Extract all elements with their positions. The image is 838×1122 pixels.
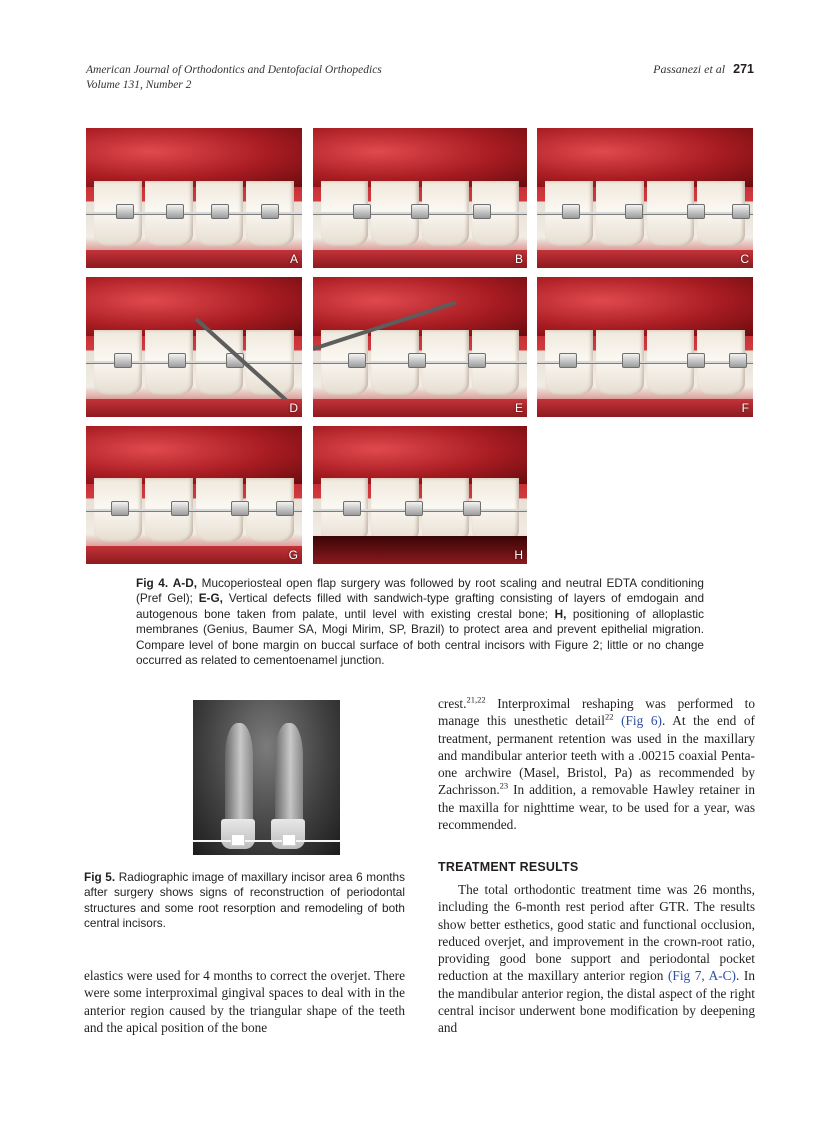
fig4-panel-e bbox=[313, 277, 527, 417]
fig5-caption bbox=[84, 870, 405, 931]
panel-label-f: F bbox=[741, 401, 749, 415]
fig4-caption-h-text: positioning of alloplastic membranes (Genius, Baumer SA, Mogi Mirim, SP, Brazil) to protect area and prevent epithelial migration. Compare level of bone margin on buccal surface of both central incisors with Figure 2; little or no change occurred as related to cementoenamel junction. bbox=[136, 606, 704, 668]
fig5-caption-label: Fig 5. bbox=[84, 870, 116, 884]
text-run: . At the end of treatment, permanent retention was used in the maxillary and mandibular anterior teeth with a .00215 coaxial Penta-one archwire (Masel, Bristol, Pa) as recommended by Zachrisson. bbox=[438, 713, 755, 798]
fig4-caption bbox=[136, 576, 704, 668]
fig4-caption-eg-label: E-G, bbox=[198, 591, 223, 606]
right-column-paragraph-2 bbox=[438, 881, 755, 1037]
running-header-journal bbox=[86, 63, 382, 92]
panel-label-d: D bbox=[289, 401, 298, 415]
fig4-panel-f bbox=[537, 277, 753, 417]
panel-label-a: A bbox=[289, 252, 298, 266]
panel-label-b: B bbox=[514, 252, 523, 266]
fig4-caption-h-label: H, bbox=[554, 606, 567, 621]
fig4-panel-b bbox=[313, 128, 527, 268]
figure-6-link[interactable]: (Fig 6) bbox=[621, 713, 662, 729]
journal-volume: Volume 131, Number 2 bbox=[86, 78, 192, 91]
fig4-caption-ad-label: A-D, bbox=[172, 576, 198, 590]
text-run: . In the mandibular anterior region, the distal aspect of the right central incisor underwent bone modification by deepening and bbox=[438, 968, 755, 1036]
fig4-panel-c bbox=[537, 128, 753, 268]
fig4-caption-ad-text: Mucoperiosteal open flap surgery was followed by root scaling and neutral EDTA conditioning (Pref Gel); bbox=[136, 576, 704, 606]
fig4-caption-eg-text: Vertical defects filled with sandwich-type grafting consisting of layers of emdogain and autogenous bone taken from palate, until level with existing crestal bone; bbox=[136, 591, 705, 621]
page-number: 271 bbox=[733, 62, 754, 76]
right-column-paragraph-1 bbox=[438, 695, 755, 833]
fig5-radiograph bbox=[193, 700, 340, 855]
text-run: crest. bbox=[438, 696, 467, 711]
text-run: Interproximal reshaping was performed to manage this unesthetic detail bbox=[438, 696, 755, 729]
authors: Passanezi et al bbox=[653, 62, 726, 76]
fig4-panel-g bbox=[86, 426, 302, 564]
text-run: The total orthodontic treatment time was 26 months, including the 6-month rest period after GTR. The results show better esthetics, good static and functional occlusion, reduced overjet, and improvement in the crown-root ratio, providing good bone support and periodontal pocket reduction at the maxillary anterior region bbox=[438, 882, 755, 984]
panel-label-h: H bbox=[514, 548, 523, 562]
text-run: In addition, a removable Hawley retainer in the maxilla for nighttime wear, to be used for a year, was recommended. bbox=[438, 782, 755, 833]
fig4-panel-h bbox=[313, 426, 527, 564]
panel-label-e: E bbox=[514, 401, 523, 415]
reference-superscript: 22 bbox=[604, 711, 614, 722]
panel-label-c: C bbox=[740, 252, 749, 266]
fig5-caption-text: Radiographic image of maxillary incisor area 6 months after surgery shows signs of reconstruction of periodontal structures and some root resorption and remodeling of both central incisors. bbox=[84, 870, 405, 930]
reference-superscript: 23 bbox=[499, 781, 509, 792]
left-column-text: elastics were used for 4 months to correct the overjet. There were some interproximal gingival spaces to deal with in the anterior region caused by the triangular shape of the teeth and the apical position of the bone bbox=[84, 968, 405, 1035]
panel-label-g: G bbox=[288, 548, 298, 562]
fig4-panel-d bbox=[86, 277, 302, 417]
figure-7-link[interactable]: (Fig 7, A-C) bbox=[668, 968, 736, 984]
journal-title: American Journal of Orthodontics and Dentofacial Orthopedics bbox=[86, 64, 382, 76]
section-heading: TREATMENT RESULTS bbox=[438, 860, 579, 874]
running-header-right bbox=[653, 62, 754, 77]
reference-superscript: 21,22 bbox=[466, 694, 486, 705]
text-run bbox=[613, 713, 621, 728]
fig4-panel-a bbox=[86, 128, 302, 268]
fig4-caption-label: Fig 4. bbox=[136, 576, 169, 590]
